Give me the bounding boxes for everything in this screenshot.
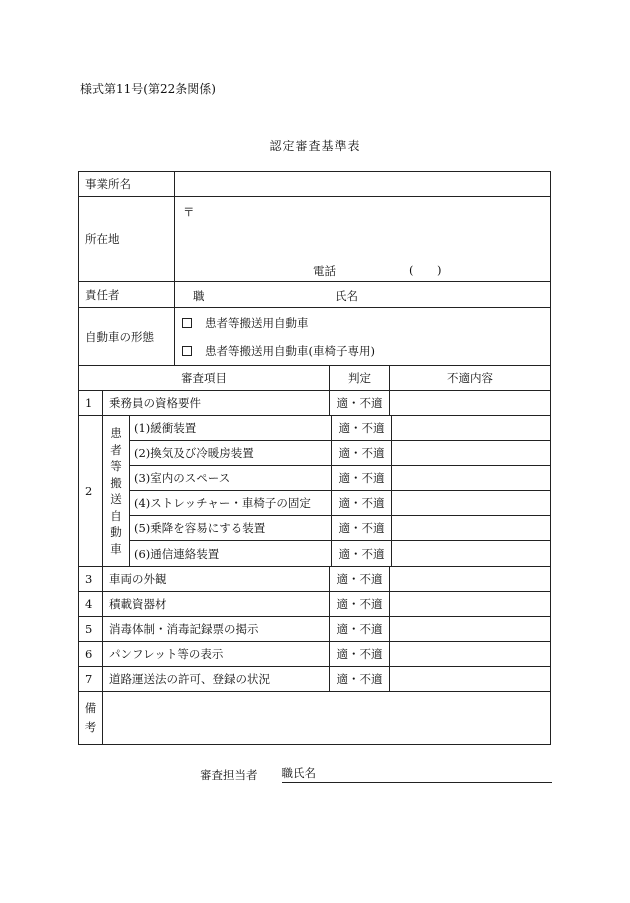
- row-judge[interactable]: 適・不適: [329, 667, 389, 691]
- phone-paren-open: (: [409, 263, 414, 277]
- document-title: 認定審査基準表: [269, 139, 361, 153]
- group-vertical-label: [102, 416, 129, 566]
- row-item-text: 消毒体制・消毒記録票の掲示: [102, 617, 329, 641]
- group-item-text: (4)ストレッチャー・車椅子の固定: [134, 496, 311, 510]
- group-item-text: (5)乗降を容易にする装置: [134, 521, 266, 535]
- office-name-field[interactable]: [174, 172, 550, 196]
- vehicle-type-label: 自動車の形態: [85, 329, 154, 344]
- table-row: [79, 617, 550, 642]
- row-nonconformity[interactable]: [389, 391, 550, 415]
- vehicle-option-standard[interactable]: [182, 315, 309, 331]
- office-name-label: 事業所名: [85, 177, 131, 191]
- row-nonconformity[interactable]: [389, 642, 550, 666]
- row-number: 4: [85, 597, 93, 611]
- header-nonconformity: 不適内容: [389, 366, 550, 390]
- vehicle-type-row: [79, 308, 550, 366]
- row-judge[interactable]: 適・不適: [331, 541, 391, 566]
- group-row: [130, 541, 550, 566]
- table-row: [79, 567, 550, 592]
- row-judge[interactable]: 適・不適: [329, 642, 389, 666]
- remarks-char: 備: [84, 701, 97, 715]
- group-row: [130, 516, 550, 541]
- row-nonconformity[interactable]: [391, 416, 550, 440]
- row-judge[interactable]: 適・不適: [329, 567, 389, 591]
- phone-label: 電話: [313, 264, 336, 278]
- table-row: [79, 642, 550, 667]
- review-criteria-form: [78, 171, 551, 745]
- table-row: [79, 592, 550, 617]
- table-row: [79, 391, 550, 416]
- row-item-text: 乗務員の資格要件: [102, 391, 329, 415]
- row-number: 1: [85, 396, 93, 410]
- group-row: [130, 441, 550, 466]
- row-nonconformity[interactable]: [391, 541, 550, 566]
- row-number: 7: [85, 672, 93, 686]
- vertical-char: 等: [110, 459, 122, 473]
- location-label: 所在地: [85, 232, 120, 246]
- remarks-field[interactable]: [102, 692, 550, 744]
- group-rows: [129, 416, 550, 566]
- examiner-label: 審査担当者: [200, 768, 258, 782]
- vehicle-option-label: 患者等搬送用自動車(車椅子専用): [205, 344, 375, 358]
- office-name-row: [79, 172, 550, 197]
- row-item-text: 道路運送法の許可、登録の状況: [102, 667, 329, 691]
- header-judge: 判定: [329, 366, 389, 390]
- position-label: 職: [193, 289, 205, 303]
- vertical-char: 送: [110, 492, 122, 506]
- vertical-char: 者: [110, 442, 122, 457]
- row-item-text: 積載資器材: [102, 592, 329, 616]
- responsible-row: [79, 282, 550, 308]
- table-header-row: [79, 366, 550, 391]
- form-number: 様式第11号(第22条関係): [80, 82, 216, 96]
- group-item-text: (6)通信連絡装置: [134, 546, 220, 561]
- vehicle-option-wheelchair[interactable]: [182, 343, 375, 359]
- vehicle-option-label: 患者等搬送用自動車: [205, 316, 309, 330]
- checkbox-icon[interactable]: [182, 318, 192, 328]
- row-judge[interactable]: 適・不適: [329, 617, 389, 641]
- row-nonconformity[interactable]: [389, 617, 550, 641]
- row-judge[interactable]: 適・不適: [331, 416, 391, 440]
- row-judge[interactable]: 適・不適: [329, 592, 389, 616]
- row-number: 3: [85, 572, 93, 586]
- row-number: 6: [85, 647, 93, 661]
- location-row: [79, 197, 550, 282]
- group-item-text: (2)換気及び冷暖房装置: [134, 446, 254, 460]
- examiner-name-field[interactable]: 職氏名: [282, 765, 552, 783]
- vertical-char: 搬: [110, 475, 122, 490]
- phone-paren-close: ): [437, 263, 442, 277]
- vertical-char: 動: [110, 525, 122, 539]
- row-judge[interactable]: 適・不適: [329, 391, 389, 415]
- name-label: 氏名: [335, 289, 358, 303]
- checkbox-icon[interactable]: [182, 346, 192, 356]
- row-nonconformity[interactable]: [389, 667, 550, 691]
- table-row: [79, 667, 550, 692]
- row-number: 5: [85, 622, 93, 636]
- vertical-char: 自: [110, 508, 122, 523]
- vertical-char: 患: [110, 426, 122, 440]
- row-judge[interactable]: 適・不適: [331, 466, 391, 490]
- header-item: 審査項目: [181, 371, 227, 385]
- row-nonconformity[interactable]: [391, 491, 550, 515]
- group-row: [130, 491, 550, 516]
- location-field[interactable]: [174, 197, 550, 281]
- row-nonconformity[interactable]: [391, 466, 550, 490]
- examiner-signature: [200, 765, 552, 783]
- responsible-field[interactable]: [174, 282, 550, 307]
- group-row: [130, 416, 550, 441]
- row-nonconformity[interactable]: [389, 567, 550, 591]
- responsible-label: 責任者: [85, 287, 120, 302]
- row-judge[interactable]: 適・不適: [331, 491, 391, 515]
- row-judge[interactable]: 適・不適: [331, 516, 391, 540]
- remarks-label: [79, 692, 102, 744]
- remarks-char: 考: [84, 720, 97, 734]
- vertical-char: 車: [110, 541, 122, 556]
- group-number: 2: [85, 484, 93, 498]
- row-nonconformity[interactable]: [391, 516, 550, 540]
- vehicle-group: [79, 416, 550, 567]
- postal-mark: 〒: [183, 205, 195, 219]
- remarks-row: [79, 692, 550, 744]
- group-item-text: (1)緩衝装置: [134, 421, 197, 435]
- row-nonconformity[interactable]: [389, 592, 550, 616]
- row-item-text: 車両の外観: [102, 567, 329, 591]
- row-nonconformity[interactable]: [391, 441, 550, 465]
- row-item-text: パンフレット等の表示: [102, 642, 329, 666]
- group-item-text: (3)室内のスペース: [134, 471, 231, 485]
- row-judge[interactable]: 適・不適: [331, 441, 391, 465]
- vehicle-type-options: [174, 308, 550, 365]
- group-row: [130, 466, 550, 491]
